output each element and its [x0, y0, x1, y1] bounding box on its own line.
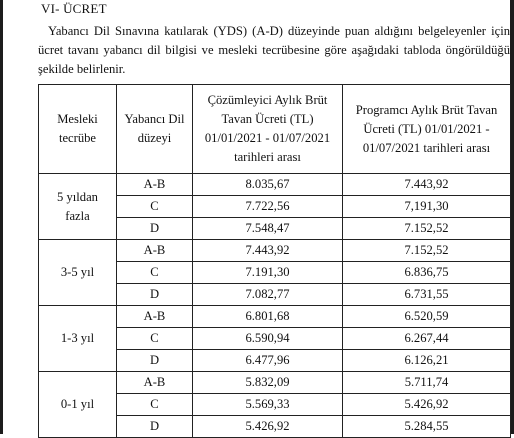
- programmer-salary-cell: 5.284,55: [343, 416, 511, 438]
- level-cell: D: [117, 218, 193, 240]
- level-cell: D: [117, 416, 193, 438]
- header-experience: Mesleki tecrübe: [39, 85, 117, 174]
- paragraph-text: Yabancı Dil Sınavına katılarak (YDS) (A-D) düzeyinde puan aldığını belgeleyenler için ücret tavanı yabancı dil bilgisi ve mesleki tecrübesine göre aşağıdaki tabloda öngörüldüğü şekilde belirlenir.: [38, 24, 510, 76]
- experience-cell: 1-3 yıl: [39, 306, 117, 372]
- programmer-salary-cell: 5.426,92: [343, 394, 511, 416]
- programmer-salary-cell: 5.711,74: [343, 372, 511, 394]
- paragraph: [38, 22, 510, 79]
- analyst-salary-cell: 5.832,09: [193, 372, 343, 394]
- analyst-salary-cell: 6.590,94: [193, 328, 343, 350]
- level-cell: C: [117, 394, 193, 416]
- header-analyst-salary: Çözümleyici Aylık Brüt Tavan Ücreti (TL) 01/01/2021 - 01/07/2021 tarihleri arası: [193, 85, 343, 174]
- analyst-salary-cell: 7.191,30: [193, 262, 343, 284]
- analyst-salary-cell: 7.082,77: [193, 284, 343, 306]
- header-row: [39, 85, 511, 174]
- table-row: [39, 372, 511, 394]
- experience-cell: 5 yıldan fazla: [39, 174, 117, 240]
- programmer-salary-cell: 7.152,52: [343, 218, 511, 240]
- table-row: [39, 240, 511, 262]
- level-cell: C: [117, 328, 193, 350]
- programmer-salary-cell: 7.152,52: [343, 240, 511, 262]
- programmer-salary-cell: 6.836,75: [343, 262, 511, 284]
- level-cell: C: [117, 196, 193, 218]
- programmer-salary-cell: 6.731,55: [343, 284, 511, 306]
- programmer-salary-cell: 6.267,44: [343, 328, 511, 350]
- programmer-salary-cell: 6.520,59: [343, 306, 511, 328]
- analyst-salary-cell: 6.477,96: [193, 350, 343, 372]
- analyst-salary-cell: 7.722,56: [193, 196, 343, 218]
- analyst-salary-cell: 7.443,92: [193, 240, 343, 262]
- level-cell: C: [117, 262, 193, 284]
- experience-cell: 0-1 yıl: [39, 372, 117, 438]
- level-cell: A-B: [117, 372, 193, 394]
- analyst-salary-cell: 5.426,92: [193, 416, 343, 438]
- level-cell: D: [117, 350, 193, 372]
- salary-table: [38, 84, 511, 438]
- analyst-salary-cell: 5.569,33: [193, 394, 343, 416]
- table-row: [39, 306, 511, 328]
- analyst-salary-cell: 6.801,68: [193, 306, 343, 328]
- header-language-level: Yabancı Dil düzeyi: [117, 85, 193, 174]
- analyst-salary-cell: 8.035,67: [193, 174, 343, 196]
- table-row: [39, 174, 511, 196]
- programmer-salary-cell: 7,191,30: [343, 196, 511, 218]
- analyst-salary-cell: 7.548,47: [193, 218, 343, 240]
- programmer-salary-cell: 6.126,21: [343, 350, 511, 372]
- table-body: [39, 174, 511, 438]
- header-programmer-salary: Programcı Aylık Brüt Tavan Ücreti (TL) 01/01/2021 - 01/07/2021 tarihleri arası: [343, 85, 511, 174]
- experience-cell: 3-5 yıl: [39, 240, 117, 306]
- left-border: [0, 0, 3, 434]
- level-cell: A-B: [117, 240, 193, 262]
- level-cell: D: [117, 284, 193, 306]
- level-cell: A-B: [117, 306, 193, 328]
- programmer-salary-cell: 7.443,92: [343, 174, 511, 196]
- section-title: VI- ÜCRET: [41, 1, 107, 16]
- level-cell: A-B: [117, 174, 193, 196]
